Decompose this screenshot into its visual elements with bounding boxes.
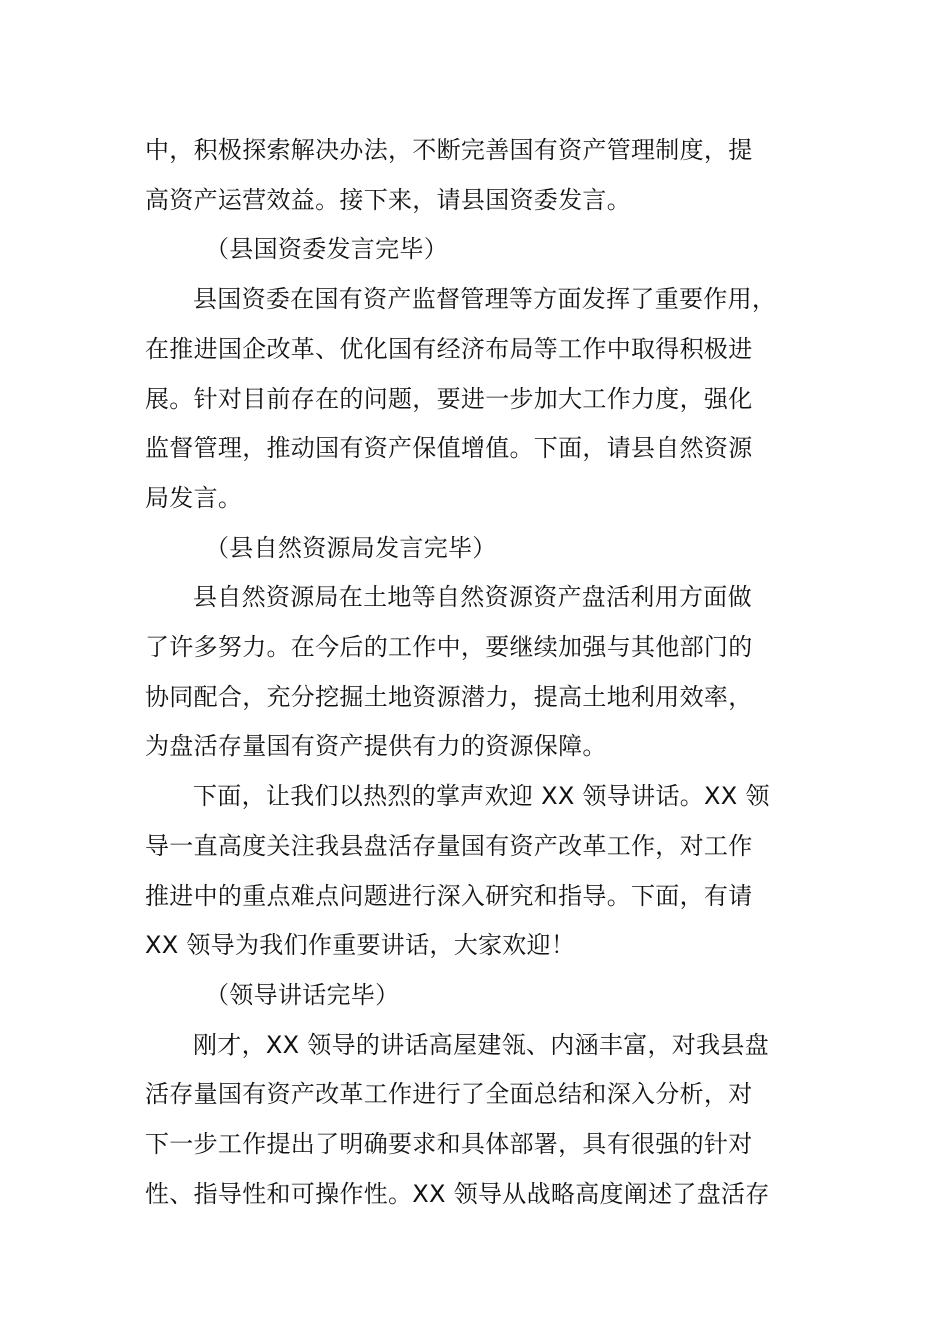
paragraph-line: 了许多努力。在今后的工作中，要继续加强与其他部门的 (145, 633, 753, 662)
paragraph-line: 县自然资源局在土地等自然资源资产盘活利用方面做 (193, 583, 752, 612)
paragraph-line: 刚才，XX 领导的讲话高屋建瓴、内涵丰富，对我县盘 (193, 1030, 770, 1059)
paragraph-line: 为盘活存量国有资产提供有力的资源保障。 (145, 732, 607, 761)
paragraph-line: 展。针对目前存在的问题，要进一步加大工作力度，强化 (145, 384, 753, 413)
paragraph-line: 协同配合，充分挖掘土地资源潜力，提高土地利用效率， (145, 682, 753, 711)
stage-direction-sasac: （县国资委发言完毕） (205, 235, 448, 264)
paragraph-line: 监督管理，推动国有资产保值增值。下面，请县自然资源 (145, 434, 753, 463)
paragraph-line: 推进中的重点难点问题进行深入研究和指导。下面，有请 (145, 881, 753, 910)
paragraph-continued-line: 高资产运营效益。接下来，请县国资委发言。 (145, 185, 631, 214)
paragraph-continued-line: 中，积极探索解决办法，不断完善国有资产管理制度，提 (145, 136, 753, 164)
paragraph-line: 活存量国有资产改革工作进行了全面总结和深入分析，对 (145, 1080, 753, 1109)
paragraph-line: 局发言。 (145, 483, 243, 512)
paragraph-line: 县国资委在国有资产监督管理等方面发挥了重要作用， (193, 285, 777, 314)
paragraph-line: 在推进国企改革、优化国有经济布局等工作中取得积极进 (145, 334, 753, 363)
paragraph-line: 下面，让我们以热烈的掌声欢迎 XX 领导讲话。XX 领 (193, 782, 770, 811)
stage-direction-leader-speech: （领导讲话完毕） (205, 980, 400, 1009)
paragraph-line: 导一直高度关注我县盘活存量国有资产改革工作，对工作 (145, 831, 753, 860)
document-body (145, 126, 817, 1219)
paragraph-line: XX 领导为我们作重要讲话，大家欢迎！ (145, 931, 576, 960)
paragraph-line: 性、指导性和可操作性。XX 领导从战略高度阐述了盘活存 (145, 1179, 770, 1208)
paragraph-line: 下一步工作提出了明确要求和具体部署，具有很强的针对 (145, 1130, 753, 1159)
stage-direction-natural-resources: （县自然资源局发言完毕） (205, 533, 497, 562)
